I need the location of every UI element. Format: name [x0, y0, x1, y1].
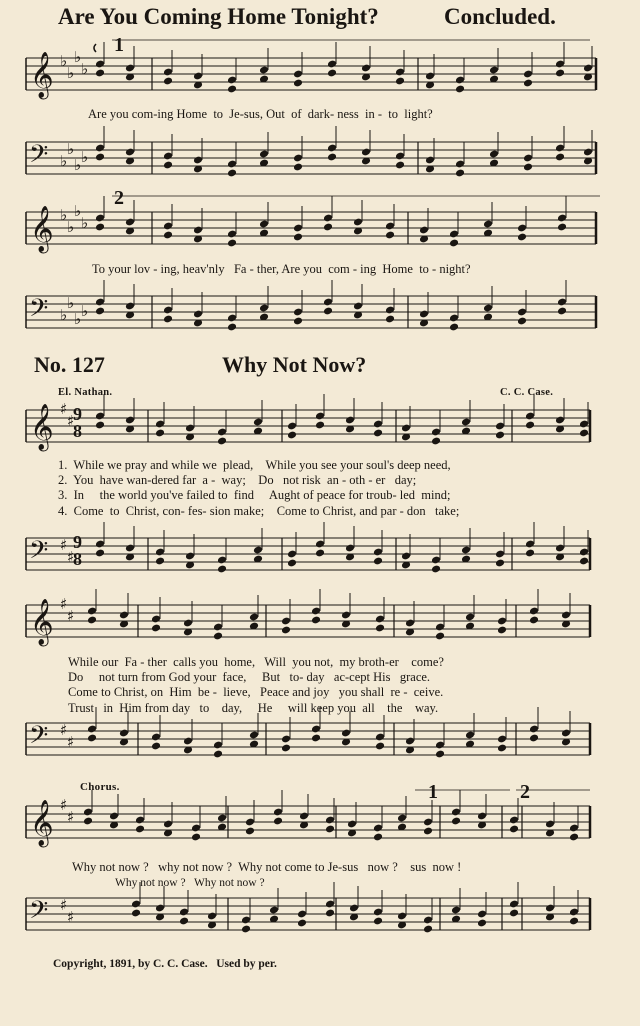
- top-treble-2-note: [95, 223, 105, 232]
- hymn-bass-2-note: [497, 744, 507, 753]
- key-signature-accidental: ♭: [74, 48, 82, 66]
- chorus-bass-note: [297, 919, 307, 928]
- hymn-treble-1-note: [431, 437, 441, 446]
- chorus-treble-note: [191, 833, 201, 842]
- key-signature-accidental: ♭: [81, 302, 89, 320]
- top-bass-1-note: [523, 163, 533, 172]
- top-treble-1-note: [455, 85, 465, 94]
- key-signature-accidental: ♭: [81, 214, 89, 232]
- chorus-bass-note: [477, 919, 487, 928]
- hymn-bass-2-note: [213, 750, 223, 759]
- treble-clef-icon: 𝄞: [30, 404, 54, 450]
- top-treble-2-note: [293, 233, 303, 242]
- verse-4-line-a: 4. Come to Christ, con- fes- sion make; Come to Christ, and par - don take;: [58, 504, 460, 518]
- key-signature-accidental: ♭: [60, 306, 68, 324]
- top-bass-1-note: [293, 163, 303, 172]
- hymn-author: El. Nathan.: [58, 387, 113, 398]
- top-ending-2: 2: [114, 187, 124, 209]
- top-bass-2-note: [163, 315, 173, 324]
- hymn-bass-2-note: [87, 734, 97, 743]
- top-bass-2-note: [227, 323, 237, 332]
- hymn-bass-1-note: [525, 549, 535, 558]
- hymn-bass-1-note: [155, 557, 165, 566]
- bass-clef-icon: 𝄢: [29, 294, 49, 329]
- key-signature-accidental: ♯: [60, 796, 68, 814]
- chorus-bass-note: [241, 925, 251, 934]
- hymn-bass-2-note: [435, 750, 445, 759]
- hymn-bass-2-note: [311, 734, 321, 743]
- chorus-treble-note: [423, 827, 433, 836]
- hymn-bass-1-note: [95, 549, 105, 558]
- top-bass-2-note: [323, 307, 333, 316]
- copyright: Copyright, 1891, by C. C. Case. Used by per.: [53, 958, 277, 970]
- verse-4-line-b: Trust in Him from day to day, He will keep you all the way.: [68, 701, 439, 715]
- hymn-treble-1-note: [155, 429, 165, 438]
- hymn-bass-1-note: [217, 565, 227, 574]
- chorus-treble-note: [273, 817, 283, 826]
- key-signature-accidental: ♯: [67, 733, 75, 751]
- top-bass-2-note: [385, 315, 395, 324]
- chorus-bass-note: [131, 909, 141, 918]
- chorus-ending-2: 2: [520, 781, 530, 803]
- hymn-title: Why Not Now?: [222, 352, 367, 377]
- treble-clef-icon: 𝄞: [30, 800, 54, 846]
- top-ending-1: 1: [114, 34, 124, 56]
- time-sig-bottom-2: 8: [73, 549, 82, 569]
- key-signature-accidental: ♭: [81, 148, 89, 166]
- chorus-treble-note: [135, 825, 145, 834]
- key-signature-accidental: ♭: [60, 206, 68, 224]
- hymn-treble-2-note: [213, 632, 223, 641]
- chorus-bass-note: [179, 917, 189, 926]
- top-bass-2-note: [95, 307, 105, 316]
- top-lyrics-line-1: Are you com-ing Home to Je-sus, Out of dark- ness in - to light?: [88, 107, 433, 121]
- top-treble-1-note: [227, 85, 237, 94]
- top-treble-2-note: [163, 231, 173, 240]
- hymn-treble-2-note: [435, 632, 445, 641]
- hymn-bass-1-note: [431, 565, 441, 574]
- key-signature-accidental: ♭: [67, 294, 75, 312]
- top-treble-2-note: [385, 231, 395, 240]
- verse-1-line-a: 1. While we pray and while we plead, While you see your soul's deep need,: [58, 458, 451, 472]
- key-signature-accidental: ♭: [74, 310, 82, 328]
- hymn-treble-1-note: [217, 437, 227, 446]
- hymn-treble-2-note: [311, 616, 321, 625]
- chorus-treble-note: [83, 817, 93, 826]
- top-hymn-title: Are You Coming Home Tonight?: [58, 4, 379, 29]
- hymn-treble-2-note: [87, 616, 97, 625]
- top-treble-1-note: [395, 77, 405, 86]
- chorus-bass-note: [569, 917, 579, 926]
- hymn-number: No. 127: [34, 352, 105, 377]
- chorus-echo-lyrics: Why not now ? Why not now ?: [115, 877, 265, 889]
- chorus-treble-note: [325, 825, 335, 834]
- key-signature-accidental: ♭: [67, 64, 75, 82]
- top-treble-2-note: [323, 223, 333, 232]
- top-bass-2-note: [517, 317, 527, 326]
- chorus-treble-note: [373, 833, 383, 842]
- bass-clef-icon: 𝄢: [29, 536, 49, 571]
- key-signature-accidental: ♯: [60, 400, 68, 418]
- time-sig-bottom-1: 8: [73, 421, 82, 441]
- hymn-treble-1-note: [95, 421, 105, 430]
- key-signature-accidental: ♯: [60, 721, 68, 739]
- top-treble-2-note: [449, 239, 459, 248]
- key-signature-accidental: ♭: [67, 140, 75, 158]
- treble-clef-icon: 𝄞: [30, 52, 54, 98]
- key-signature-accidental: ♯: [67, 412, 75, 430]
- top-bass-1-note: [455, 169, 465, 178]
- top-bass-1-note: [95, 153, 105, 162]
- key-signature-accidental: ♭: [60, 152, 68, 170]
- hymn-treble-2-note: [151, 624, 161, 633]
- hymn-bass-1-note: [373, 557, 383, 566]
- hymn-bass-1-note: [315, 549, 325, 558]
- hymn-treble-2-note: [497, 626, 507, 635]
- hymn-treble-2-note: [281, 626, 291, 635]
- chorus-treble-note: [509, 825, 519, 834]
- hymn-treble-2-note: [529, 616, 539, 625]
- hymn-composer: C. C. Case.: [500, 387, 554, 398]
- top-treble-1-note: [293, 79, 303, 88]
- top-treble-2-note: [517, 233, 527, 242]
- hymn-treble-1-note: [373, 429, 383, 438]
- chorus-bass-note: [509, 909, 519, 918]
- chorus-bass-note: [325, 909, 335, 918]
- key-signature-accidental: ♯: [60, 595, 68, 613]
- top-bass-2-note: [449, 323, 459, 332]
- hymn-treble-1-note: [495, 431, 505, 440]
- chorus-bass-note: [373, 917, 383, 926]
- top-hymn-status: Concluded.: [444, 4, 556, 29]
- verse-2-line-b: Do not turn from God your face, But to- day ac-cept His grace.: [68, 670, 431, 684]
- chorus-label: Chorus.: [80, 781, 120, 793]
- bass-clef-icon: 𝄢: [29, 896, 49, 931]
- key-signature-accidental: ♯: [67, 548, 75, 566]
- hymn-treble-1-note: [525, 421, 535, 430]
- treble-clef-icon: 𝄞: [30, 206, 54, 252]
- top-treble-2-note: [227, 239, 237, 248]
- hymn-bass-1-note: [287, 559, 297, 568]
- key-signature-accidental: ♯: [67, 808, 75, 826]
- top-treble-1-note: [95, 69, 105, 78]
- key-signature-accidental: ♭: [74, 202, 82, 220]
- key-signature-accidental: ♯: [67, 607, 75, 625]
- key-signature-accidental: ♯: [60, 896, 68, 914]
- chorus-bass-note: [423, 925, 433, 934]
- key-signature-accidental: ♭: [67, 218, 75, 236]
- chorus-ending-1: 1: [428, 781, 438, 803]
- bass-clef-icon: 𝄢: [29, 140, 49, 175]
- top-bass-1-note: [163, 161, 173, 170]
- hymn-treble-1-note: [579, 429, 589, 438]
- phrase-mark: [94, 44, 96, 52]
- bass-clef-icon: 𝄢: [29, 721, 49, 756]
- chorus-treble-note: [569, 833, 579, 842]
- hymn-bass-2-note: [529, 734, 539, 743]
- top-treble-1-note: [555, 69, 565, 78]
- top-bass-2-note: [293, 317, 303, 326]
- hymn-treble-2-note: [375, 624, 385, 633]
- verse-2-line-a: 2. You have wan-dered far a - way; Do not risk an - oth - er day;: [58, 473, 417, 487]
- hymn-bass-2-note: [281, 744, 291, 753]
- treble-clef-icon: 𝄞: [30, 599, 54, 645]
- key-signature-accidental: ♯: [60, 536, 68, 554]
- top-bass-1-note: [555, 153, 565, 162]
- chorus-treble-note: [245, 827, 255, 836]
- top-bass-2-note: [557, 307, 567, 316]
- key-signature-accidental: ♭: [60, 52, 68, 70]
- hymn-treble-1-note: [287, 431, 297, 440]
- time-sig-top-2: 9: [73, 532, 82, 552]
- hymn-bass-2-note: [375, 742, 385, 751]
- top-bass-1-note: [395, 161, 405, 170]
- verse-3-line-a: 3. In the world you've failed to find Aught of peace for troub- led mind;: [58, 488, 451, 502]
- key-signature-accidental: ♭: [81, 60, 89, 78]
- hymn-bass-2-note: [151, 742, 161, 751]
- top-bass-1-note: [327, 153, 337, 162]
- time-sig-top-1: 9: [73, 404, 82, 424]
- hymn-bass-1-note: [495, 559, 505, 568]
- hymn-treble-1-note: [315, 421, 325, 430]
- top-treble-1-note: [327, 69, 337, 78]
- hymn-bass-1-note: [579, 557, 589, 566]
- verse-3-line-b: Come to Christ, on Him be - lieve, Peace and joy you shall re - ceive.: [68, 685, 444, 699]
- key-signature-accidental: ♭: [74, 156, 82, 174]
- chorus-treble-note: [451, 817, 461, 826]
- top-bass-1-note: [227, 169, 237, 178]
- top-lyrics-line-2: To your lov - ing, heav'nly Fa - ther, Are you com - ing Home to - night?: [92, 262, 471, 276]
- top-treble-2-note: [557, 223, 567, 232]
- top-treble-1-note: [523, 79, 533, 88]
- verse-1-line-b: While our Fa - ther calls you home, Will you not, my broth-er come?: [68, 655, 444, 669]
- key-signature-accidental: ♯: [67, 908, 75, 926]
- top-treble-1-note: [163, 77, 173, 86]
- chorus-lyrics: Why not now ? why not now ? Why not come to Je-sus now ? sus now !: [72, 860, 462, 874]
